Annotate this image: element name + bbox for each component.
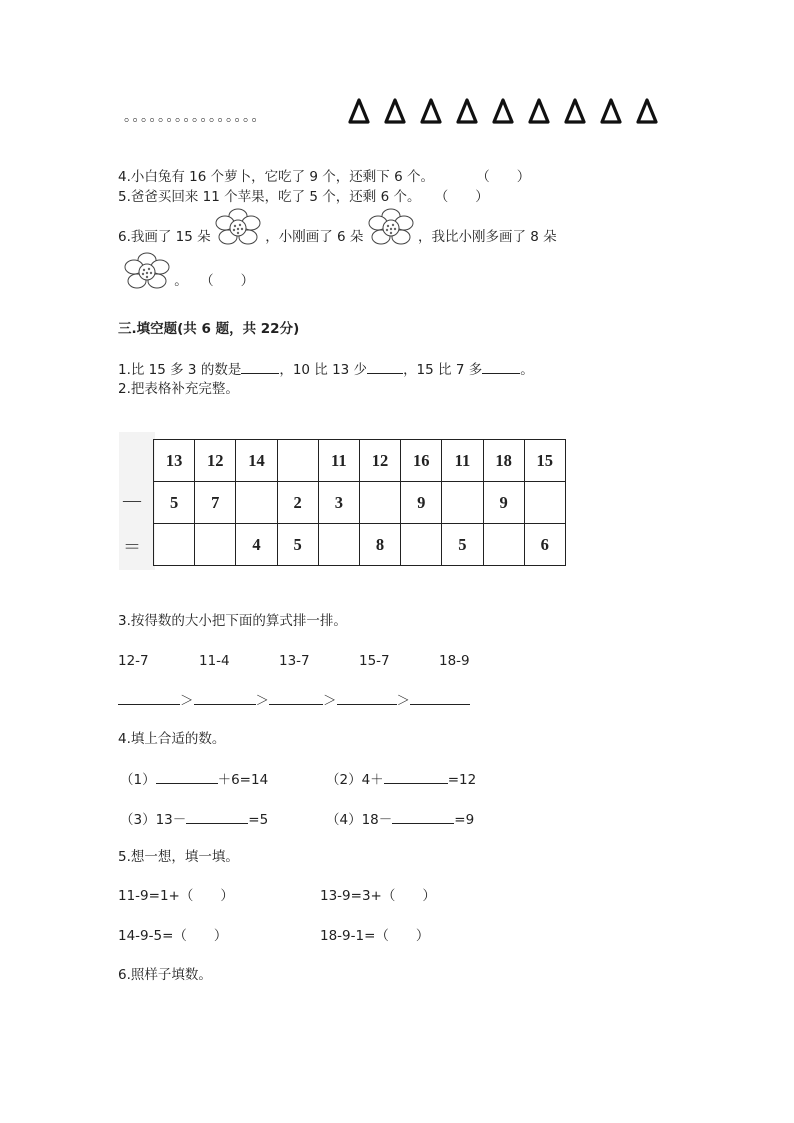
cell[interactable]: 5: [442, 524, 483, 566]
judge-q4-text: 4.小白兔有 16 个萝卜，它吃了 9 个，还剩下 6 个。: [118, 169, 434, 185]
cell[interactable]: [195, 524, 236, 566]
table-row-3: [154, 524, 566, 566]
item-after: =9: [454, 812, 475, 828]
fill-q1: [118, 359, 534, 379]
item-after: ＋6=14: [217, 772, 269, 788]
item-label: （4）18－: [326, 812, 393, 828]
expr-2: 13-7: [279, 653, 310, 669]
cell[interactable]: 5: [154, 482, 195, 524]
fill-q4-i1: [120, 769, 268, 789]
answer-blank[interactable]: [392, 809, 454, 824]
fill-q5-e3: 14-9-5=（ ）: [118, 928, 228, 944]
gt-sign: ＞: [180, 693, 194, 709]
gt-sign: ＞: [396, 693, 410, 709]
gt-sign: ＞: [323, 693, 337, 709]
fill-q1-b: ，10 比 13 少: [279, 362, 368, 378]
cell[interactable]: 11: [442, 440, 483, 482]
order-line: [118, 690, 470, 710]
cell[interactable]: [154, 524, 195, 566]
triangle-icon: [348, 97, 370, 125]
judge-q6-paren[interactable]: （ ）: [200, 273, 255, 289]
minus-sign: —: [123, 490, 141, 510]
cell[interactable]: [483, 524, 524, 566]
item-label: （1）: [120, 772, 156, 788]
triangle-icon: [636, 97, 658, 125]
expr-0: 12-7: [118, 653, 149, 669]
cell[interactable]: 16: [401, 440, 442, 482]
answer-blank[interactable]: [337, 690, 397, 705]
fill-q4-i4: [326, 809, 474, 829]
fill-q5-e2: 13-9=3+（ ）: [320, 888, 436, 904]
answer-blank[interactable]: [186, 809, 248, 824]
cell[interactable]: [442, 482, 483, 524]
number-table: [153, 439, 566, 566]
flower-icon: [124, 252, 170, 310]
triangle-icon: [456, 97, 478, 125]
triangle-icon: [420, 97, 442, 125]
cell[interactable]: 7: [195, 482, 236, 524]
cell[interactable]: [277, 440, 318, 482]
fill-q1-d: 。: [520, 362, 534, 378]
cell[interactable]: 13: [154, 440, 195, 482]
cell[interactable]: 2: [277, 482, 318, 524]
item-label: （2）4＋: [326, 772, 384, 788]
cell[interactable]: 4: [236, 524, 277, 566]
cell[interactable]: 5: [277, 524, 318, 566]
judge-q5: [118, 188, 489, 206]
judge-q4: [118, 168, 530, 186]
answer-blank[interactable]: [410, 690, 470, 705]
table-row-1: [154, 440, 566, 482]
cell[interactable]: [318, 524, 359, 566]
cell[interactable]: 15: [524, 440, 565, 482]
cell[interactable]: [236, 482, 277, 524]
section-title: 三.填空题(共 6 题，共 22分): [118, 321, 300, 337]
triangle-icon: [528, 97, 550, 125]
answer-blank[interactable]: [269, 690, 323, 705]
fill-q6: 6.照样子填数。: [118, 967, 212, 983]
cell[interactable]: 8: [359, 524, 400, 566]
fill-q5-e1: 11-9=1+（ ）: [118, 888, 234, 904]
judge-q5-text: 5.爸爸买回来 11 个苹果，吃了 5 个，还剩 6 个。: [118, 189, 421, 205]
judge-q6-part2: ，小刚画了 6 朵: [265, 229, 364, 245]
circle-row: 。。。。。。。。。。。。。。。。: [124, 109, 267, 125]
cell[interactable]: 18: [483, 440, 524, 482]
fill-q2: 2.把表格补充完整。: [118, 381, 239, 397]
triangle-row: [348, 97, 658, 125]
expr-4: 18-9: [439, 653, 470, 669]
answer-blank[interactable]: [156, 769, 218, 784]
expr-1: 11-4: [199, 653, 230, 669]
cell[interactable]: 3: [318, 482, 359, 524]
triangle-icon: [492, 97, 514, 125]
judge-q5-paren[interactable]: （ ）: [434, 189, 489, 205]
cell[interactable]: 11: [318, 440, 359, 482]
cell[interactable]: [401, 524, 442, 566]
answer-blank[interactable]: [194, 690, 256, 705]
cell[interactable]: 12: [195, 440, 236, 482]
cell[interactable]: [524, 482, 565, 524]
answer-blank[interactable]: [384, 769, 448, 784]
triangle-icon: [564, 97, 586, 125]
fill-q1-a: 1.比 15 多 3 的数是: [118, 362, 242, 378]
answer-blank[interactable]: [482, 359, 520, 374]
expr-3: 15-7: [359, 653, 390, 669]
table-row-2: [154, 482, 566, 524]
fill-q3: 3.按得数的大小把下面的算式排一排。: [118, 613, 347, 629]
item-label: （3）13－: [120, 812, 187, 828]
fill-q1-c: ，15 比 7 多: [403, 362, 483, 378]
judge-q6-part4: 。: [174, 273, 188, 289]
equals-sign: ＝: [123, 537, 141, 557]
fill-q4-i2: [326, 769, 476, 789]
cell[interactable]: 9: [401, 482, 442, 524]
cell[interactable]: 6: [524, 524, 565, 566]
flower-icon: [368, 208, 414, 266]
triangle-icon: [600, 97, 622, 125]
cell[interactable]: 14: [236, 440, 277, 482]
fill-q5-e4: 18-9-1=（ ）: [320, 928, 430, 944]
judge-q6-part3: ，我比小刚多画了 8 朵: [418, 229, 557, 245]
judge-q6-line2: [124, 252, 254, 310]
fill-q4-i3: [120, 809, 268, 829]
judge-q4-paren[interactable]: （ ）: [476, 169, 531, 185]
cell[interactable]: 9: [483, 482, 524, 524]
cell[interactable]: [359, 482, 400, 524]
answer-blank[interactable]: [367, 359, 403, 374]
cell[interactable]: 12: [359, 440, 400, 482]
answer-blank[interactable]: [241, 359, 279, 374]
judge-q6-part1: 6.我画了 15 朵: [118, 229, 211, 245]
gt-sign: ＞: [255, 693, 269, 709]
item-after: =12: [447, 772, 477, 788]
answer-blank[interactable]: [118, 690, 180, 705]
fill-q4: 4.填上合适的数。: [118, 731, 226, 747]
triangle-icon: [384, 97, 406, 125]
fill-q5: 5.想一想，填一填。: [118, 849, 239, 865]
item-after: =5: [248, 812, 269, 828]
